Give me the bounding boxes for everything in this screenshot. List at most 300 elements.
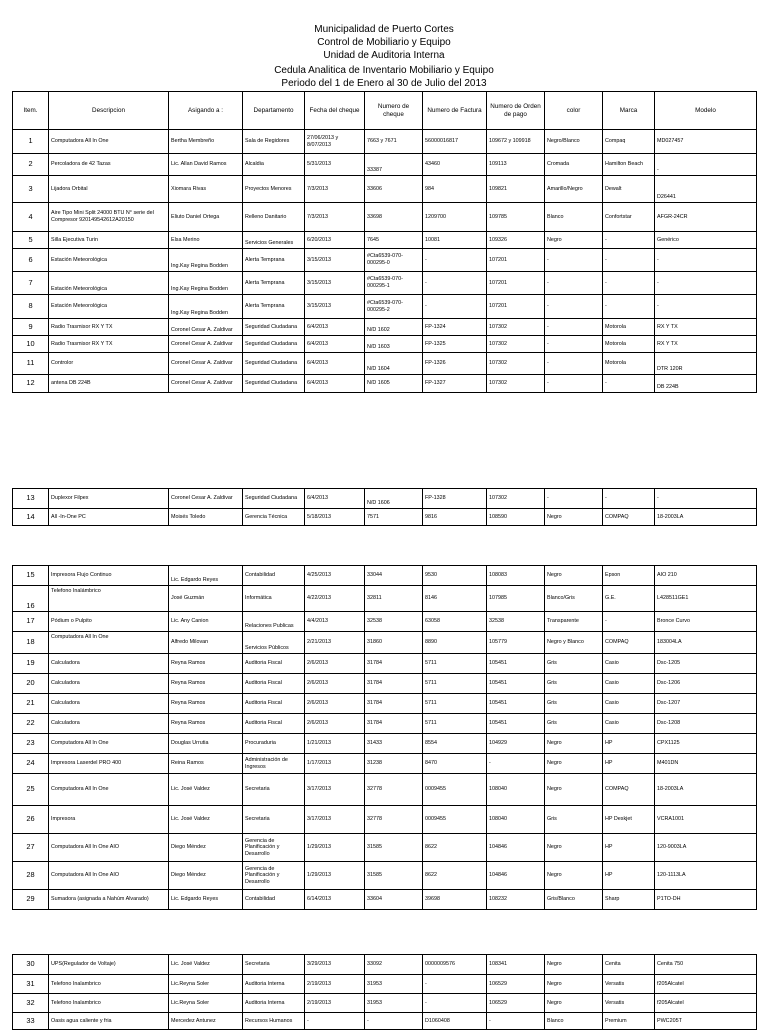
col-header-modelo: Modelo	[655, 92, 757, 130]
inventory-table-block-3	[12, 565, 757, 910]
cell-departamento: Servicios Públicos	[243, 632, 305, 654]
cell-departamento: Seguridad Ciudadana	[243, 375, 305, 393]
cell-modelo: 18-2003LA	[655, 509, 757, 526]
cell-marca: Confortstar	[603, 203, 655, 232]
cell-fecha-cheque: 3/17/2013	[305, 806, 365, 834]
cell-numero-cheque: 31585	[365, 862, 423, 890]
cell-orden-pago: 108590	[487, 509, 545, 526]
cell-descripcion: antena DB 224B	[49, 375, 169, 393]
cell-marca: Hamilton Beach	[603, 154, 655, 176]
cell-numero-factura: 39698	[423, 890, 487, 910]
col-header-item: Item.	[13, 92, 49, 130]
cell-modelo: P1TO-DH	[655, 890, 757, 910]
cell-modelo: -	[655, 295, 757, 319]
cell-item: 7	[13, 272, 49, 295]
cell-numero-factura: 10081	[423, 232, 487, 249]
table-row	[13, 612, 757, 632]
cell-modelo: DB 224B	[655, 375, 757, 393]
cell-modelo: Dsc-1206	[655, 674, 757, 694]
cell-asignado: Coronel Cesar A. Zaldivar	[169, 375, 243, 393]
cell-fecha-cheque: 2/6/2013	[305, 694, 365, 714]
cell-departamento: Auditoria Fiscal	[243, 694, 305, 714]
cell-descripcion: Telefono Inalambrico	[49, 994, 169, 1013]
cell-orden-pago: 107302	[487, 489, 545, 509]
cell-fecha-cheque: 3/15/2013	[305, 295, 365, 319]
cell-fecha-cheque: 7/3/2013	[305, 176, 365, 203]
cell-fecha-cheque: -	[305, 1013, 365, 1030]
cell-marca: Casio	[603, 694, 655, 714]
cell-modelo: Genérico	[655, 232, 757, 249]
cell-fecha-cheque: 6/14/2013	[305, 890, 365, 910]
cell-departamento: Gerencia Técnica	[243, 509, 305, 526]
cell-marca: -	[603, 489, 655, 509]
cell-modelo: Cenita 750	[655, 955, 757, 975]
cell-orden-pago: 108040	[487, 774, 545, 806]
cell-departamento: Seguridad Ciudadana	[243, 319, 305, 336]
cell-marca: -	[603, 232, 655, 249]
table-row	[13, 176, 757, 203]
cell-color: -	[545, 353, 603, 375]
table-row	[13, 375, 757, 393]
cell-color: -	[545, 295, 603, 319]
cell-color: Blanco	[545, 203, 603, 232]
cell-marca: Motorola	[603, 353, 655, 375]
table-row	[13, 154, 757, 176]
table-row	[13, 249, 757, 272]
cell-color: Gris	[545, 806, 603, 834]
cell-numero-cheque: N/D 1605	[365, 375, 423, 393]
cell-modelo: PWC205T	[655, 1013, 757, 1030]
cell-descripcion: Computadora All In One AIO	[49, 834, 169, 862]
cell-descripcion: UPS(Regulador de Voltaje)	[49, 955, 169, 975]
cell-fecha-cheque: 4/4/2013	[305, 612, 365, 632]
table-row	[13, 714, 757, 734]
cell-color: -	[545, 272, 603, 295]
cell-asignado: Lic. Allan David Ramos	[169, 154, 243, 176]
cell-fecha-cheque: 5/18/2013	[305, 509, 365, 526]
cell-numero-factura: -	[423, 975, 487, 994]
cell-marca: Cenita	[603, 955, 655, 975]
cell-departamento: Gerencia de Planificación y Desarrollo	[243, 862, 305, 890]
cell-asignado: Reina Ramos	[169, 754, 243, 774]
cell-orden-pago: 104846	[487, 834, 545, 862]
cell-color: Negro	[545, 975, 603, 994]
col-header-departamento: Departamento	[243, 92, 305, 130]
cell-asignado: Coronel Cesar A. Zaldivar	[169, 319, 243, 336]
cell-marca: Casio	[603, 654, 655, 674]
title-line-5: Periodo del 1 de Enero al 30 de Julio del 2013	[281, 78, 487, 89]
table-row	[13, 674, 757, 694]
cell-numero-factura: 8622	[423, 862, 487, 890]
cell-numero-factura: 5711	[423, 674, 487, 694]
cell-descripcion: Computadora All In One	[49, 632, 169, 654]
cell-orden-pago: 107302	[487, 353, 545, 375]
cell-departamento: Relaciones Publicas	[243, 612, 305, 632]
cell-departamento: Sala de Regidores	[243, 130, 305, 154]
cell-numero-factura: 8146	[423, 586, 487, 612]
cell-fecha-cheque: 6/4/2013	[305, 489, 365, 509]
cell-color: Negro/Blanco	[545, 130, 603, 154]
table-row	[13, 806, 757, 834]
cell-departamento: Secretaria	[243, 774, 305, 806]
cell-marca: HP	[603, 862, 655, 890]
cell-fecha-cheque: 7/3/2013	[305, 203, 365, 232]
cell-numero-factura: -	[423, 994, 487, 1013]
cell-item: 32	[13, 994, 49, 1013]
table-header-row	[13, 92, 757, 130]
table-row	[13, 862, 757, 890]
cell-departamento: Gerencia de Planificación y Desarrollo	[243, 834, 305, 862]
cell-color: Negro	[545, 955, 603, 975]
cell-numero-cheque: 31784	[365, 694, 423, 714]
cell-asignado: Ing.Kay Regina Bodden	[169, 249, 243, 272]
cell-color: Negro	[545, 232, 603, 249]
cell-modelo: 183004LA	[655, 632, 757, 654]
cell-asignado: Elsa Merino	[169, 232, 243, 249]
cell-descripcion: Estación Meteorológica	[49, 249, 169, 272]
cell-modelo: Dsc-1205	[655, 654, 757, 674]
table-row	[13, 336, 757, 353]
cell-modelo: M401DN	[655, 754, 757, 774]
cell-orden-pago: 105451	[487, 714, 545, 734]
cell-asignado: Mercedez Antunez	[169, 1013, 243, 1030]
cell-descripcion: Radio Trasmisor RX Y TX	[49, 319, 169, 336]
cell-orden-pago: 107302	[487, 375, 545, 393]
cell-item: 1	[13, 130, 49, 154]
cell-modelo: DTR 120R	[655, 353, 757, 375]
cell-numero-factura: 8470	[423, 754, 487, 774]
table-row	[13, 232, 757, 249]
cell-fecha-cheque: 6/4/2013	[305, 353, 365, 375]
cell-item: 9	[13, 319, 49, 336]
cell-item: 16	[13, 586, 49, 612]
cell-numero-factura: -	[423, 272, 487, 295]
cell-asignado: Coronel Cesar A. Zaldivar	[169, 489, 243, 509]
cell-modelo: 120-9003LA	[655, 834, 757, 862]
cell-descripcion: Estación Meteorológica	[49, 272, 169, 295]
cell-orden-pago: 109113	[487, 154, 545, 176]
cell-item: 12	[13, 375, 49, 393]
cell-marca: Dewalt	[603, 176, 655, 203]
cell-numero-factura: 0009455	[423, 774, 487, 806]
cell-descripcion: Aire Tipo Mini Split 24000 BTU N° serie del Compresor 920149542612A20150	[49, 203, 169, 232]
cell-departamento: Auditoria Fiscal	[243, 674, 305, 694]
cell-numero-factura: 0000009576	[423, 955, 487, 975]
cell-modelo: f205Alcatel	[655, 994, 757, 1013]
cell-descripcion: Computadora All In One	[49, 130, 169, 154]
cell-fecha-cheque: 6/4/2013	[305, 319, 365, 336]
table-row	[13, 489, 757, 509]
table-row	[13, 319, 757, 336]
cell-departamento: Contabilidad	[243, 890, 305, 910]
cell-color: Cromada	[545, 154, 603, 176]
cell-asignado: Eliuto Daniel Ortega	[169, 203, 243, 232]
cell-departamento: Seguridad Ciudadana	[243, 336, 305, 353]
table-row	[13, 994, 757, 1013]
cell-descripcion: Impresora Laserdel PRO 400	[49, 754, 169, 774]
cell-item: 24	[13, 754, 49, 774]
cell-modelo: 120-1113LA	[655, 862, 757, 890]
cell-modelo: CPX1125	[655, 734, 757, 754]
cell-departamento: Alerta Temprana	[243, 249, 305, 272]
cell-orden-pago: -	[487, 754, 545, 774]
cell-numero-cheque: #Cta6539-070-000295-0	[365, 249, 423, 272]
cell-departamento: Proyectos Menores	[243, 176, 305, 203]
cell-descripcion: Duplexor Filpex	[49, 489, 169, 509]
cell-color: Negro	[545, 834, 603, 862]
cell-marca: Sharp	[603, 890, 655, 910]
cell-modelo: RX Y TX	[655, 336, 757, 353]
cell-modelo: -	[655, 249, 757, 272]
cell-numero-factura: -	[423, 295, 487, 319]
cell-descripcion: Oasis agua caliente y fria	[49, 1013, 169, 1030]
cell-asignado: Coronel Cesar A. Zaldivar	[169, 353, 243, 375]
cell-color: -	[545, 336, 603, 353]
cell-color: Blanco	[545, 1013, 603, 1030]
cell-numero-factura: 1209700	[423, 203, 487, 232]
table-row	[13, 130, 757, 154]
cell-item: 13	[13, 489, 49, 509]
cell-departamento: Alerta Temprana	[243, 295, 305, 319]
cell-modelo: VCRA1001	[655, 806, 757, 834]
cell-orden-pago: 107201	[487, 249, 545, 272]
table-row	[13, 566, 757, 586]
cell-descripcion: Computadora All In One	[49, 774, 169, 806]
cell-departamento: Informática	[243, 586, 305, 612]
cell-marca: -	[603, 272, 655, 295]
cell-item: 29	[13, 890, 49, 910]
cell-orden-pago: 108232	[487, 890, 545, 910]
cell-departamento: Servicios Generales	[243, 232, 305, 249]
table-row	[13, 654, 757, 674]
cell-fecha-cheque: 3/15/2013	[305, 272, 365, 295]
cell-numero-cheque: #Cta6539-070-000295-1	[365, 272, 423, 295]
cell-departamento: Secretaria	[243, 806, 305, 834]
cell-numero-factura: 9530	[423, 566, 487, 586]
cell-marca: Compaq	[603, 130, 655, 154]
cell-color: Gris	[545, 694, 603, 714]
cell-color: Gris	[545, 714, 603, 734]
cell-color: Negro	[545, 566, 603, 586]
cell-descripcion: Estación Meteorológica	[49, 295, 169, 319]
cell-numero-cheque: 7645	[365, 232, 423, 249]
cell-numero-factura: -	[423, 249, 487, 272]
cell-item: 8	[13, 295, 49, 319]
cell-fecha-cheque: 1/21/2013	[305, 734, 365, 754]
cell-color: Negro	[545, 754, 603, 774]
table-row	[13, 1013, 757, 1030]
cell-item: 10	[13, 336, 49, 353]
cell-numero-factura: 56000016817	[423, 130, 487, 154]
cell-descripcion: Computadora All In One	[49, 734, 169, 754]
cell-numero-factura: 8622	[423, 834, 487, 862]
cell-numero-cheque: 31784	[365, 654, 423, 674]
cell-departamento: Auditoria Fiscal	[243, 714, 305, 734]
cell-marca: Motorola	[603, 319, 655, 336]
cell-numero-cheque: 33092	[365, 955, 423, 975]
cell-orden-pago: 106529	[487, 994, 545, 1013]
cell-asignado: Reyna Ramos	[169, 714, 243, 734]
cell-numero-factura: 8890	[423, 632, 487, 654]
cell-asignado: Lic. José Valdez	[169, 806, 243, 834]
cell-item: 21	[13, 694, 49, 714]
cell-marca: HP	[603, 734, 655, 754]
cell-asignado: Coronel Cesar A. Zaldivar	[169, 336, 243, 353]
cell-color: Gris	[545, 674, 603, 694]
cell-orden-pago: 109672 y 109918	[487, 130, 545, 154]
cell-item: 6	[13, 249, 49, 272]
cell-item: 3	[13, 176, 49, 203]
table-row	[13, 834, 757, 862]
title-line-2: Control de Mobiliario y Equipo	[317, 37, 451, 48]
cell-item: 31	[13, 975, 49, 994]
cell-asignado: Lic. Edgardo Reyes	[169, 890, 243, 910]
cell-departamento: Recursos Humanos	[243, 1013, 305, 1030]
cell-asignado: Lic.Reyna Soler	[169, 975, 243, 994]
cell-item: 26	[13, 806, 49, 834]
cell-descripcion: Computadora All In One AIO	[49, 862, 169, 890]
cell-color: Amarillo/Negro	[545, 176, 603, 203]
cell-numero-cheque: 33387	[365, 154, 423, 176]
table-row	[13, 509, 757, 526]
cell-orden-pago: 108341	[487, 955, 545, 975]
cell-marca: Versatis	[603, 994, 655, 1013]
cell-marca: COMPAQ	[603, 632, 655, 654]
cell-numero-factura: 8554	[423, 734, 487, 754]
cell-fecha-cheque: 2/6/2013	[305, 674, 365, 694]
cell-color: Negro	[545, 774, 603, 806]
cell-asignado: Reyna Ramos	[169, 654, 243, 674]
cell-numero-factura: 5711	[423, 714, 487, 734]
cell-numero-factura: FP-1328	[423, 489, 487, 509]
cell-descripcion: Calculadora	[49, 714, 169, 734]
cell-marca: -	[603, 249, 655, 272]
cell-marca: COMPAQ	[603, 509, 655, 526]
cell-numero-cheque: 31784	[365, 674, 423, 694]
cell-descripcion: Calculadora	[49, 674, 169, 694]
cell-marca: Versatis	[603, 975, 655, 994]
cell-color: Blanco/Gris	[545, 586, 603, 612]
cell-numero-factura: 5711	[423, 654, 487, 674]
table-row	[13, 353, 757, 375]
title-line-1: Municipalidad de Puerto Cortes	[314, 24, 454, 35]
cell-numero-cheque: N/D 1606	[365, 489, 423, 509]
cell-marca: HP	[603, 834, 655, 862]
cell-descripcion: Telefono Inalambrico	[49, 975, 169, 994]
inventory-table-block-1	[12, 91, 757, 393]
cell-item: 30	[13, 955, 49, 975]
cell-asignado: Reyna Ramos	[169, 674, 243, 694]
cell-marca: HP Deskjet	[603, 806, 655, 834]
cell-asignado: Moisés Toledo	[169, 509, 243, 526]
cell-item: 22	[13, 714, 49, 734]
cell-fecha-cheque: 3/15/2013	[305, 249, 365, 272]
cell-orden-pago: 109821	[487, 176, 545, 203]
cell-orden-pago: 105779	[487, 632, 545, 654]
cell-asignado: Ing.Kay Regina Bodden	[169, 295, 243, 319]
cell-modelo: -	[655, 489, 757, 509]
cell-item: 27	[13, 834, 49, 862]
cell-departamento: Auditoria Interna	[243, 975, 305, 994]
cell-numero-factura: 9816	[423, 509, 487, 526]
cell-color: -	[545, 319, 603, 336]
cell-numero-cheque: 31585	[365, 834, 423, 862]
cell-marca: Premium	[603, 1013, 655, 1030]
cell-orden-pago: 107201	[487, 295, 545, 319]
cell-descripcion: Calculadora	[49, 694, 169, 714]
cell-modelo: AFGR-24CR	[655, 203, 757, 232]
cell-item: 23	[13, 734, 49, 754]
cell-fecha-cheque: 2/19/2013	[305, 975, 365, 994]
cell-fecha-cheque: 6/20/2013	[305, 232, 365, 249]
cell-item: 5	[13, 232, 49, 249]
cell-departamento: Contabilidad	[243, 566, 305, 586]
cell-orden-pago: 104846	[487, 862, 545, 890]
cell-modelo: Bronce Curvo	[655, 612, 757, 632]
cell-fecha-cheque: 2/6/2013	[305, 654, 365, 674]
cell-orden-pago: 108040	[487, 806, 545, 834]
cell-numero-factura: 5711	[423, 694, 487, 714]
cell-modelo: L428511GE1	[655, 586, 757, 612]
cell-descripcion: Silla Ejecutiva Turin	[49, 232, 169, 249]
cell-asignado: Xiomara Rivas	[169, 176, 243, 203]
cell-numero-cheque: 7571	[365, 509, 423, 526]
cell-modelo: MD027457	[655, 130, 757, 154]
cell-orden-pago: 109785	[487, 203, 545, 232]
cell-descripcion: Lijadora Orbital	[49, 176, 169, 203]
table-row	[13, 632, 757, 654]
cell-color: Negro	[545, 734, 603, 754]
cell-numero-factura: 63058	[423, 612, 487, 632]
cell-item: 18	[13, 632, 49, 654]
col-header-asignado: Asigando a :	[169, 92, 243, 130]
cell-item: 19	[13, 654, 49, 674]
cell-marca: -	[603, 295, 655, 319]
cell-numero-cheque: 7663 y 7671	[365, 130, 423, 154]
cell-departamento: Seguridad Ciudadana	[243, 489, 305, 509]
cell-orden-pago: 104929	[487, 734, 545, 754]
cell-asignado: José Guzmán	[169, 586, 243, 612]
cell-numero-cheque: 32538	[365, 612, 423, 632]
cell-color: -	[545, 249, 603, 272]
cell-orden-pago: 107985	[487, 586, 545, 612]
cell-fecha-cheque: 3/17/2013	[305, 774, 365, 806]
col-header-color: color	[545, 92, 603, 130]
cell-item: 11	[13, 353, 49, 375]
cell-modelo: AIO 210	[655, 566, 757, 586]
cell-descripcion: Impresora	[49, 806, 169, 834]
cell-departamento: Alcaldia	[243, 154, 305, 176]
cell-numero-cheque: N/D 1604	[365, 353, 423, 375]
table-row	[13, 295, 757, 319]
cell-numero-factura: D1060408	[423, 1013, 487, 1030]
col-header-orden-pago: Numero de Orden de pago	[487, 92, 545, 130]
cell-descripcion: Calculadora	[49, 654, 169, 674]
cell-marca: Casio	[603, 714, 655, 734]
cell-numero-cheque: N/D 1603	[365, 336, 423, 353]
cell-numero-cheque: 31238	[365, 754, 423, 774]
cell-orden-pago: 105451	[487, 654, 545, 674]
col-header-fecha-cheque: Fecha del cheque	[305, 92, 365, 130]
cell-orden-pago: 107302	[487, 336, 545, 353]
cell-numero-cheque: 31784	[365, 714, 423, 734]
cell-orden-pago: 107201	[487, 272, 545, 295]
cell-numero-cheque: #Cta6539-070-000295-2	[365, 295, 423, 319]
cell-asignado: Ing.Kay Regina Bodden	[169, 272, 243, 295]
cell-asignado: Lic. Edgardo Reyes	[169, 566, 243, 586]
cell-numero-cheque: 33698	[365, 203, 423, 232]
cell-color: Negro	[545, 509, 603, 526]
